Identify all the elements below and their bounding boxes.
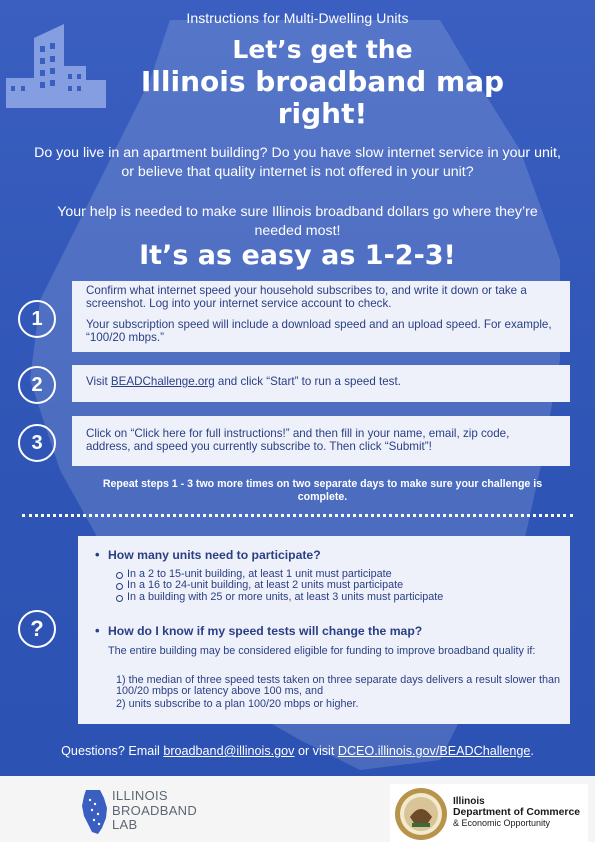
step-1-card — [72, 281, 570, 352]
contact-prefix: Questions? Email — [61, 744, 164, 758]
faq-condition-2: 2) units subscribe to a plan 100/20 mbps or higher. — [116, 698, 359, 710]
step-1-number-icon: 1 — [18, 300, 56, 338]
easy-heading: It’s as easy as 1-2-3! — [139, 240, 456, 271]
illinois-state-seal-icon — [394, 787, 448, 841]
dceo-link[interactable]: DCEO.illinois.gov/BEADChallenge — [337, 744, 531, 758]
faq-answer-intro: The entire building may be considered eligible for funding to improve broadband quality if: — [108, 645, 536, 657]
ibl-line-1: ILLINOIS — [112, 788, 168, 803]
ibl-line-2: BROADBAND — [112, 802, 198, 818]
illinois-broadband-lab-logo-icon — [80, 788, 110, 836]
step-1-text-b: Your subscription speed will include a download speed and an upload speed. For example, “100/20 mbps.” — [86, 318, 552, 344]
illinois-broadband-lab-text — [112, 789, 197, 833]
faq-condition-1: 1) the median of three speed tests taken on three separate days delivers a result slower than 100/20 mbps or latency above 100 ms, and — [116, 674, 560, 698]
list-item: In a 16 to 24-unit building, at least 2 units must participate — [116, 580, 443, 591]
dceo-text — [453, 796, 580, 829]
list-item: In a 2 to 15-unit building, at least 1 unit must participate — [116, 569, 443, 580]
step-2-number-icon: 2 — [18, 366, 56, 404]
dceo-line-2: Department of Commerce — [453, 807, 581, 818]
bead-challenge-link[interactable]: BEADChallenge.org — [110, 375, 215, 388]
step-2-prefix: Visit — [86, 375, 111, 388]
ibl-line-3: LAB — [112, 817, 138, 832]
contact-suffix: . — [530, 744, 534, 758]
title-line-2: Illinois broadband map — [140, 65, 505, 98]
question-circle-icon: ? — [18, 610, 56, 648]
dceo-line-3: & Economic Opportunity — [453, 818, 551, 828]
contact-middle: or visit — [294, 744, 338, 758]
title-line-3: right! — [277, 97, 368, 130]
intro-help: Your help is needed to make sure Illinois broadband dollars go where they’re needed most! — [57, 204, 538, 239]
step-1-text-a: Confirm what internet speed your household subscribes to, and write it down or take a screenshot. Log into your internet service account to check. — [86, 284, 527, 310]
faq-question-units: • How many units need to participate? — [108, 550, 321, 561]
step-3-card — [72, 416, 570, 466]
email-link[interactable]: broadband@illinois.gov — [163, 744, 295, 758]
list-item: In a building with 25 or more units, at least 3 units must participate — [116, 592, 443, 603]
step-2-suffix: and click “Start” to run a speed test. — [214, 375, 401, 388]
document-subtitle: Instructions for Multi-Dwelling Units — [186, 10, 409, 26]
page-title — [70, 34, 575, 130]
step-3-text: Click on “Click here for full instructions!” and then fill in your name, email, zip code, address, and speed you currently subscribe to. Then click “Submit”! — [86, 427, 510, 453]
intro-question: Do you live in an apartment building? Do you have slow internet service in your unit, or believe that quality internet is not offered in your unit? — [34, 145, 561, 180]
faq-question-map: • How do I know if my speed tests will change the map? — [108, 626, 422, 637]
repeat-note: Repeat steps 1 - 3 two more times on two separate days to make sure your challenge is complete. — [102, 478, 543, 503]
step-3-number-icon: 3 — [18, 424, 56, 462]
dceo-line-1: Illinois — [453, 796, 485, 807]
title-line-1: Let’s get the — [232, 35, 413, 64]
dotted-divider — [22, 514, 573, 517]
step-2-card — [72, 365, 570, 402]
contact-line — [0, 744, 595, 758]
faq-card — [78, 536, 570, 724]
units-list — [116, 569, 443, 603]
